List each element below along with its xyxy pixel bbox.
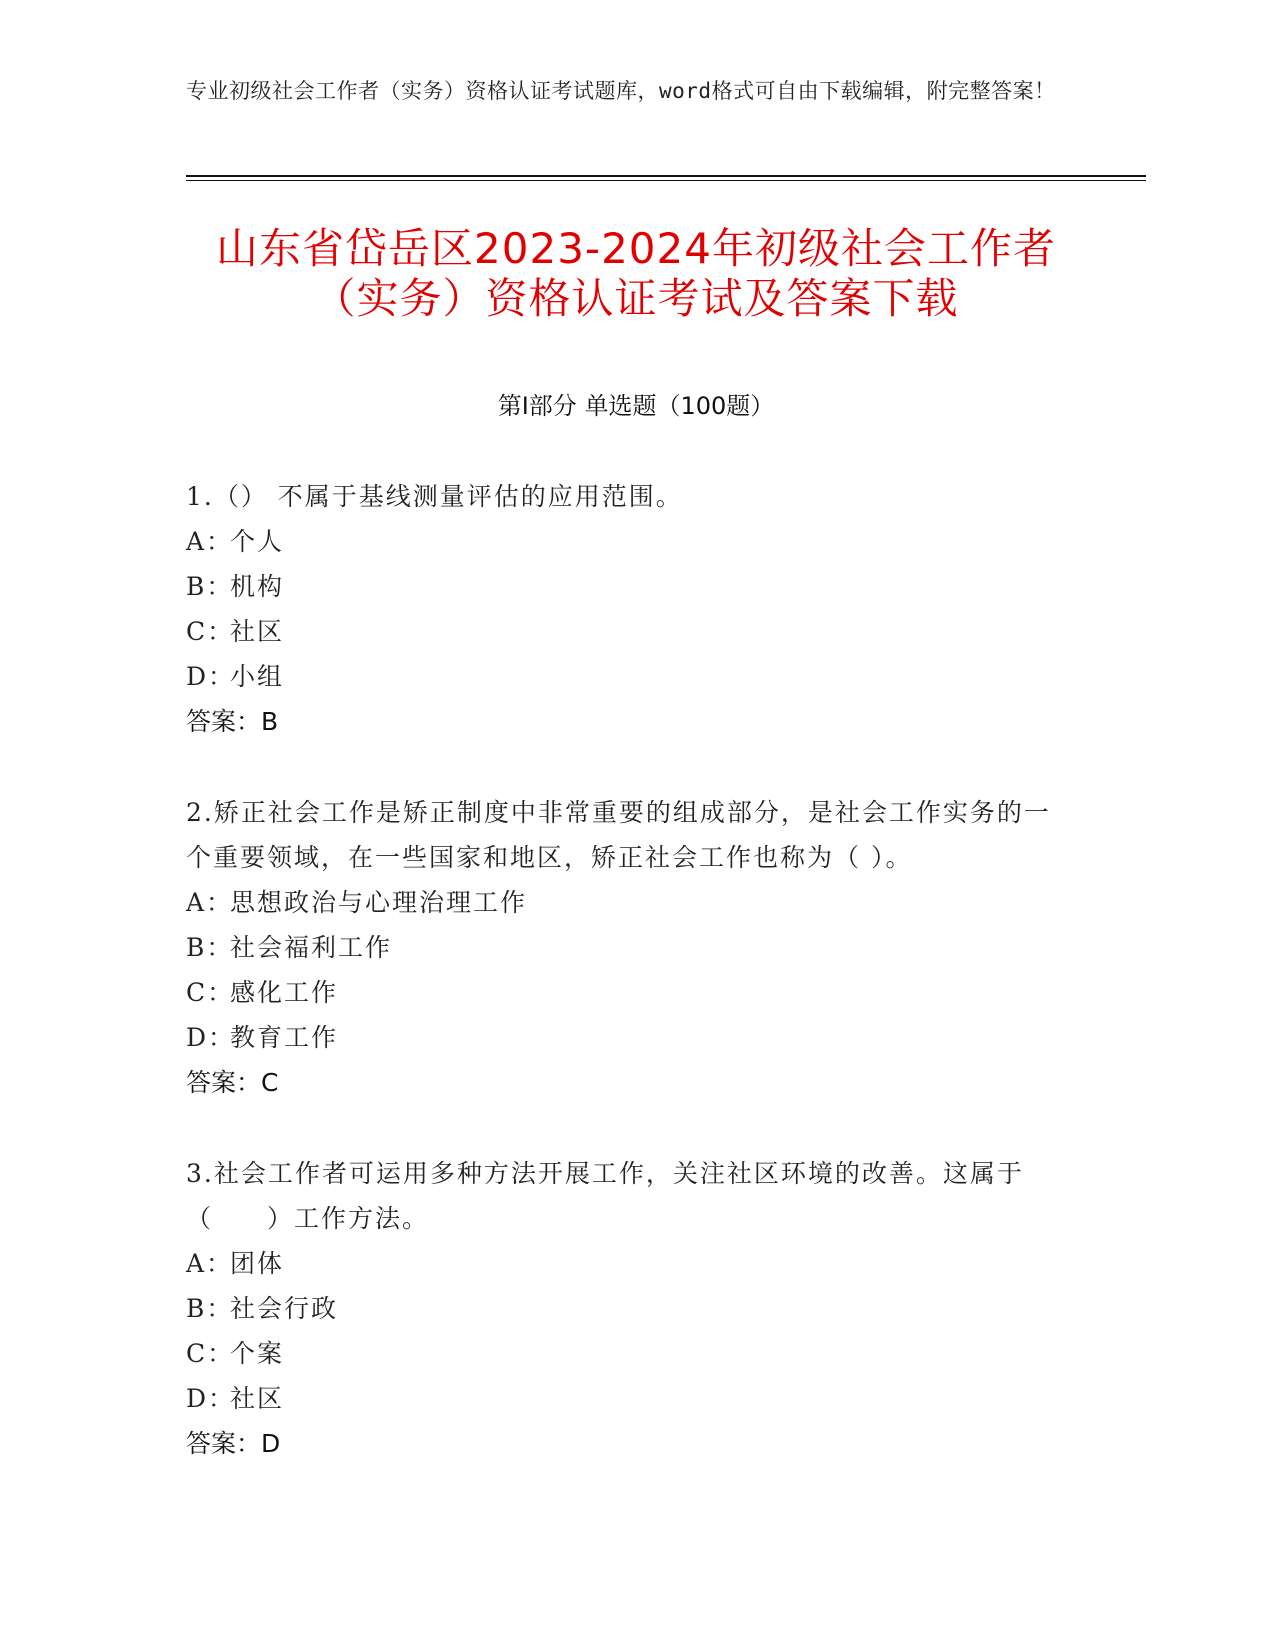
section-title: 第Ⅰ部分 单选题（100题）	[497, 392, 775, 420]
option-text: 社会行政	[230, 1294, 339, 1323]
option-key: D：	[186, 1023, 236, 1052]
option-key: C：	[186, 978, 235, 1007]
option-key: D：	[186, 1384, 236, 1413]
option-text: 教育工作	[230, 1023, 339, 1052]
option-text: 社会福利工作	[230, 933, 393, 962]
option-key: B：	[186, 933, 234, 962]
question-list	[186, 474, 1066, 1512]
option-key: B：	[186, 1294, 234, 1323]
option-text: 团体	[230, 1249, 285, 1278]
question-3	[186, 1151, 1066, 1466]
option-key: A：	[186, 888, 234, 917]
option-b	[186, 1286, 1066, 1331]
option-key: B：	[186, 572, 234, 601]
option-b	[186, 925, 1066, 970]
header-rule-thick	[186, 175, 1146, 177]
option-b	[186, 564, 1066, 609]
question-stem: 3.社会工作者可运用多种方法开展工作，关注社区环境的改善。这属于（ ）工作方法。	[186, 1159, 1024, 1233]
option-text: 小组	[230, 662, 285, 691]
option-text: 社区	[230, 617, 285, 646]
option-key: C：	[186, 617, 235, 646]
option-key: C：	[186, 1339, 235, 1368]
option-key: A：	[186, 1249, 234, 1278]
option-text: 社区	[230, 1384, 285, 1413]
question-2	[186, 790, 1066, 1105]
option-a	[186, 519, 1066, 564]
option-c	[186, 970, 1066, 1015]
option-text: 个人	[230, 527, 285, 556]
option-d	[186, 1015, 1066, 1060]
option-text: 机构	[230, 572, 285, 601]
question-stem: 1.（） 不属于基线测量评估的应用范围。	[186, 482, 683, 511]
document-title-line-2: （实务）资格认证考试及答案下载	[313, 274, 959, 323]
option-text: 个案	[230, 1339, 285, 1368]
option-d	[186, 654, 1066, 699]
question-1	[186, 474, 1066, 744]
header-rule-thin	[186, 180, 1146, 181]
document-title-line-1: 山东省岱岳区2023-2024年初级社会工作者	[216, 224, 1056, 273]
option-d	[186, 1376, 1066, 1421]
option-c	[186, 609, 1066, 654]
option-text: 感化工作	[230, 978, 339, 1007]
question-stem: 2.矫正社会工作是矫正制度中非常重要的组成部分，是社会工作实务的一个重要领域，在一些国家和地区，矫正社会工作也称为（ ）。	[186, 798, 1051, 872]
answer-label: 答案：D	[186, 1429, 281, 1458]
option-c	[186, 1331, 1066, 1376]
option-key: A：	[186, 527, 234, 556]
option-a	[186, 1241, 1066, 1286]
answer-label: 答案：B	[186, 707, 279, 736]
option-text: 思想政治与心理治理工作	[230, 888, 528, 917]
option-key: D：	[186, 662, 236, 691]
option-a	[186, 880, 1066, 925]
header-note: 专业初级社会工作者（实务）资格认证考试题库，word格式可自由下载编辑，附完整答案！	[186, 79, 1056, 103]
document-title	[186, 224, 1086, 324]
answer-label: 答案：C	[186, 1068, 279, 1097]
